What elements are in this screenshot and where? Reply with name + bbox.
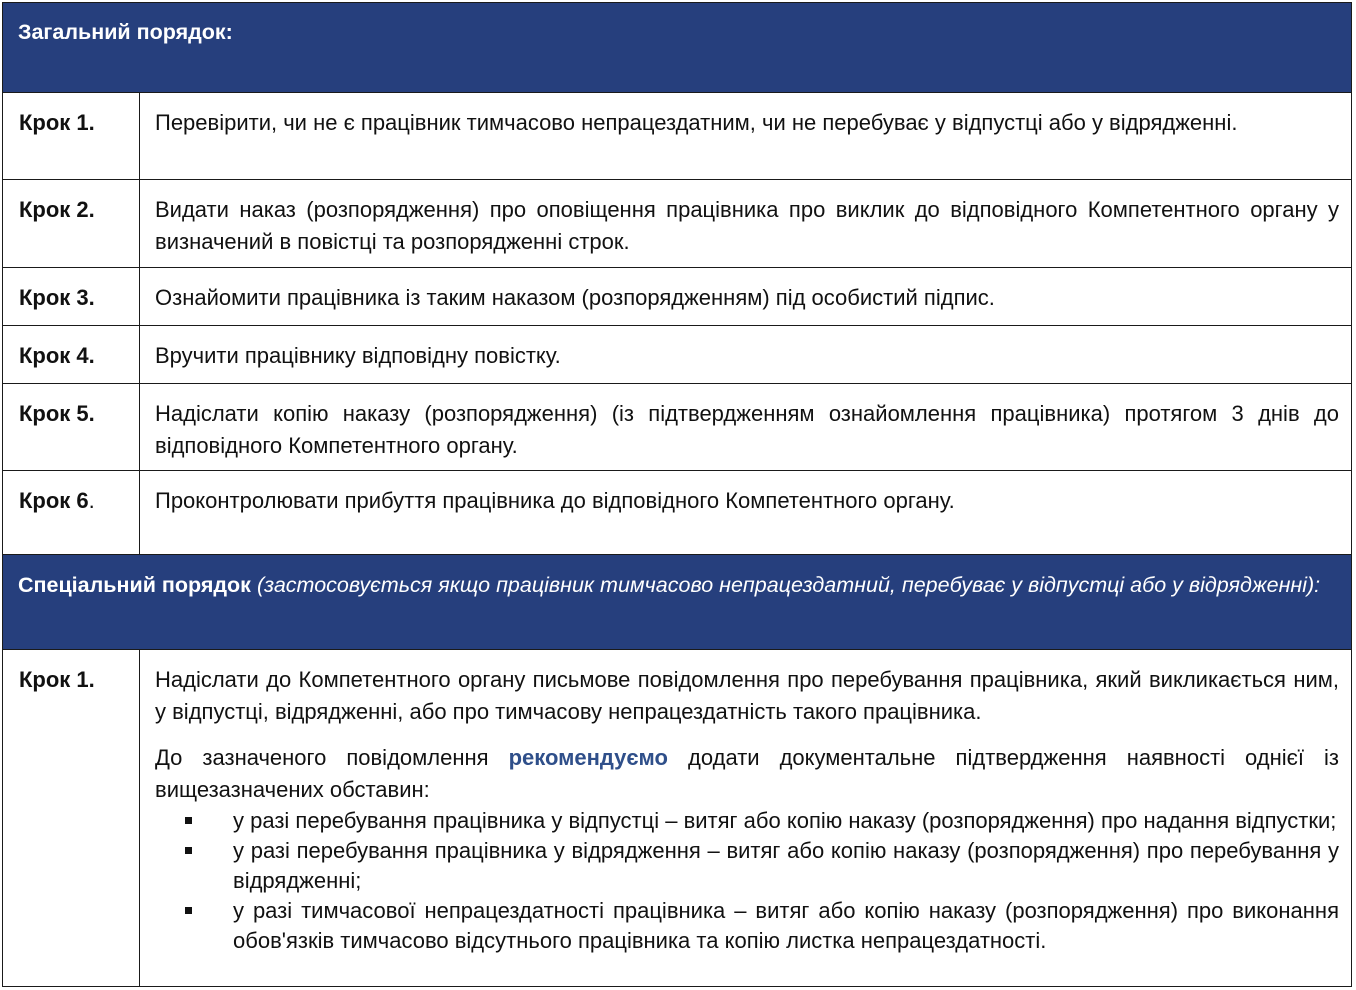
step-text: Перевірити, чи не є працівник тимчасово непрацездатним, чи не перебуває у відпустці або у відрядженні. bbox=[155, 110, 1238, 135]
special-procedure-header bbox=[3, 555, 1351, 650]
paragraph-text-before: До зазначеного повідомлення bbox=[155, 745, 489, 770]
bullet-list bbox=[155, 806, 1339, 956]
list-item bbox=[155, 836, 1339, 896]
list-item-text: у разі перебування працівника у відпустці – витяг або копію наказу (розпорядження) про надання відпустки; bbox=[233, 808, 1337, 833]
column-divider bbox=[139, 180, 140, 267]
step-label bbox=[19, 485, 95, 517]
step-label: Крок 3. bbox=[19, 285, 95, 310]
step-label-text: Крок 6 bbox=[19, 488, 89, 513]
table-row bbox=[3, 268, 1351, 326]
step-label: Крок 1. bbox=[19, 667, 95, 692]
list-item-text: у разі тимчасової непрацездатності працівника – витяг або копію наказу (розпорядження) про виконання обов'язків тимчасово відсутнього працівника та копію листка непрацездатності. bbox=[233, 898, 1339, 953]
table-row bbox=[3, 471, 1351, 555]
square-bullet-icon bbox=[185, 817, 192, 824]
column-divider bbox=[139, 471, 140, 554]
special-procedure-title: Спеціальний порядок bbox=[18, 573, 251, 597]
list-item-text: у разі перебування працівника у відрядження – витяг або копію наказу (розпорядження) про перебування у відрядженні; bbox=[233, 838, 1339, 893]
table-row bbox=[3, 384, 1351, 471]
column-divider bbox=[139, 384, 140, 470]
general-procedure-title: Загальний порядок: bbox=[18, 20, 233, 44]
step-text: Надіслати копію наказу (розпорядження) (із підтвердженням ознайомлення працівника) протягом 3 днів до відповідного Компетентного органу. bbox=[155, 401, 1339, 458]
special-procedure-condition: (застосовується якщо працівник тимчасово непрацездатний, перебуває у відпустці або у відрядженні): bbox=[256, 573, 1321, 597]
column-divider bbox=[139, 326, 140, 383]
list-item bbox=[155, 896, 1339, 956]
procedure-table bbox=[2, 2, 1352, 987]
square-bullet-icon bbox=[185, 847, 192, 854]
recommend-highlight: рекомендуємо bbox=[508, 745, 668, 770]
step-text: Вручити працівнику відповідну повістку. bbox=[155, 343, 561, 368]
column-divider bbox=[139, 268, 140, 325]
column-divider bbox=[139, 93, 140, 179]
step-label-dot: . bbox=[88, 488, 95, 513]
column-divider bbox=[139, 650, 140, 986]
table-row bbox=[3, 650, 1351, 986]
step-label: Крок 2. bbox=[19, 197, 95, 222]
step-paragraph-2 bbox=[155, 742, 1339, 806]
step-label: Крок 4. bbox=[19, 343, 95, 368]
step-text bbox=[155, 664, 1339, 956]
step-text: Проконтролювати прибуття працівника до відповідного Компетентного органу. bbox=[155, 488, 955, 513]
square-bullet-icon bbox=[185, 907, 192, 914]
table-row bbox=[3, 180, 1351, 268]
list-item bbox=[155, 806, 1339, 836]
step-text: Ознайомити працівника із таким наказом (розпорядженням) під особистий підпис. bbox=[155, 285, 995, 310]
paragraph-text-after: додати документальне підтвердження наявності однієї із вищезазначених обставин: bbox=[155, 745, 1340, 802]
table-row bbox=[3, 93, 1351, 180]
general-procedure-header bbox=[3, 3, 1351, 93]
step-text: Видати наказ (розпорядження) про оповіщення працівника про виклик до відповідного Компетентного органу у визначений в повістці та розпорядженні строк. bbox=[155, 197, 1339, 254]
step-paragraph-1: Надіслати до Компетентного органу письмове повідомлення про перебування працівника, який викликається ним, у відпустці, відрядженні, або про тимчасову непрацездатність такого працівника. bbox=[155, 667, 1339, 724]
step-label: Крок 5. bbox=[19, 401, 95, 426]
step-label: Крок 1. bbox=[19, 110, 95, 135]
table-row bbox=[3, 326, 1351, 384]
